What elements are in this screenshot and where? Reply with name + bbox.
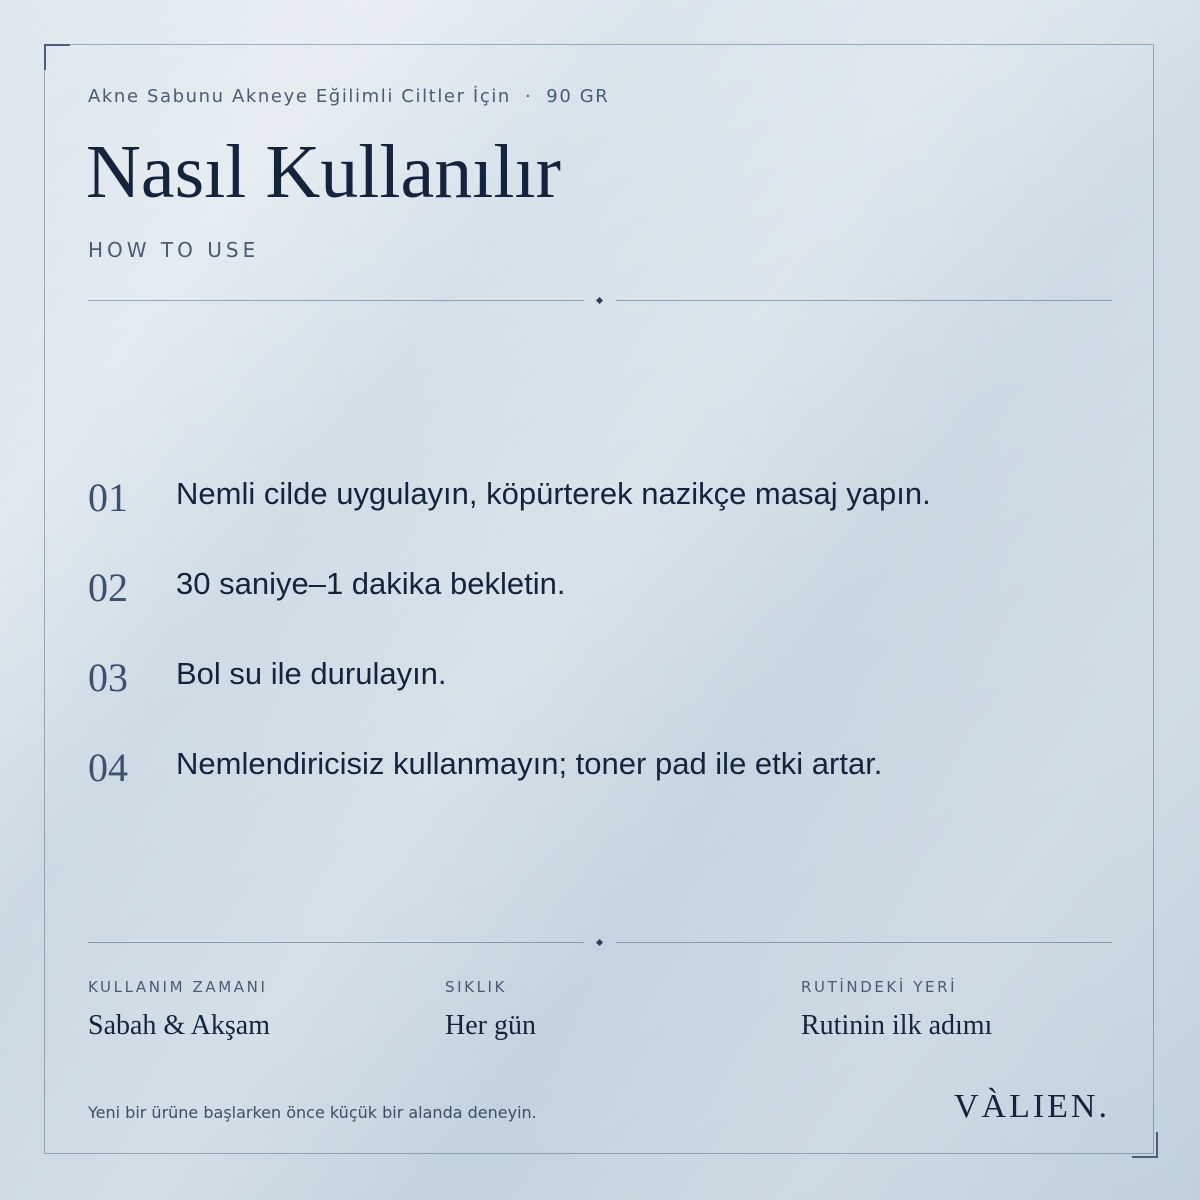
divider-line-left xyxy=(88,300,584,301)
step-text: Nemli cilde uygulayın, köpürterek nazikçe masaj yapın. xyxy=(176,476,931,511)
product-eyebrow xyxy=(88,86,609,107)
step-item xyxy=(88,650,1112,710)
divider-bottom xyxy=(88,937,1112,949)
step-number: 01 xyxy=(88,475,128,520)
meta-label: RUTİNDEKİ YERİ xyxy=(801,978,958,996)
step-item xyxy=(88,560,1112,620)
meta-value: Sabah & Akşam xyxy=(88,1010,270,1041)
step-item xyxy=(88,740,1112,800)
eyebrow-separator: · xyxy=(524,86,533,107)
product-weight: 90 GR xyxy=(546,86,610,107)
step-number: 02 xyxy=(88,565,128,610)
meta-usage-time xyxy=(88,978,270,1042)
divider-top xyxy=(88,295,1112,307)
meta-label: SIKLIK xyxy=(445,978,507,996)
diamond-ornament xyxy=(596,939,603,946)
meta-routine-position xyxy=(801,978,992,1042)
meta-frequency xyxy=(445,978,536,1042)
step-number: 04 xyxy=(88,745,128,790)
page-title: Nasıl Kullanılır xyxy=(86,130,561,214)
step-item xyxy=(88,470,1112,530)
meta-label: KULLANIM ZAMANI xyxy=(88,978,268,996)
divider-line-right xyxy=(616,942,1112,943)
divider-line-right xyxy=(616,300,1112,301)
diamond-ornament xyxy=(596,297,603,304)
brand-logo: VÀLIEN. xyxy=(953,1088,1110,1125)
corner-mark-top-left xyxy=(44,44,70,70)
step-text: 30 saniye–1 dakika bekletin. xyxy=(176,566,566,601)
step-number: 03 xyxy=(88,655,128,700)
patch-test-note: Yeni bir ürüne başlarken önce küçük bir alanda deneyin. xyxy=(88,1103,537,1122)
step-text: Nemlendiricisiz kullanmayın; toner pad ile etki artar. xyxy=(176,746,883,781)
page-subtitle: HOW TO USE xyxy=(88,238,260,262)
divider-line-left xyxy=(88,942,584,943)
product-name: Akne Sabunu Akneye Eğilimli Ciltler İçin xyxy=(88,86,511,107)
meta-value: Her gün xyxy=(445,1010,536,1041)
meta-value: Rutinin ilk adımı xyxy=(801,1010,993,1041)
step-text: Bol su ile durulayın. xyxy=(176,656,447,691)
corner-mark-bottom-right xyxy=(1132,1132,1158,1158)
